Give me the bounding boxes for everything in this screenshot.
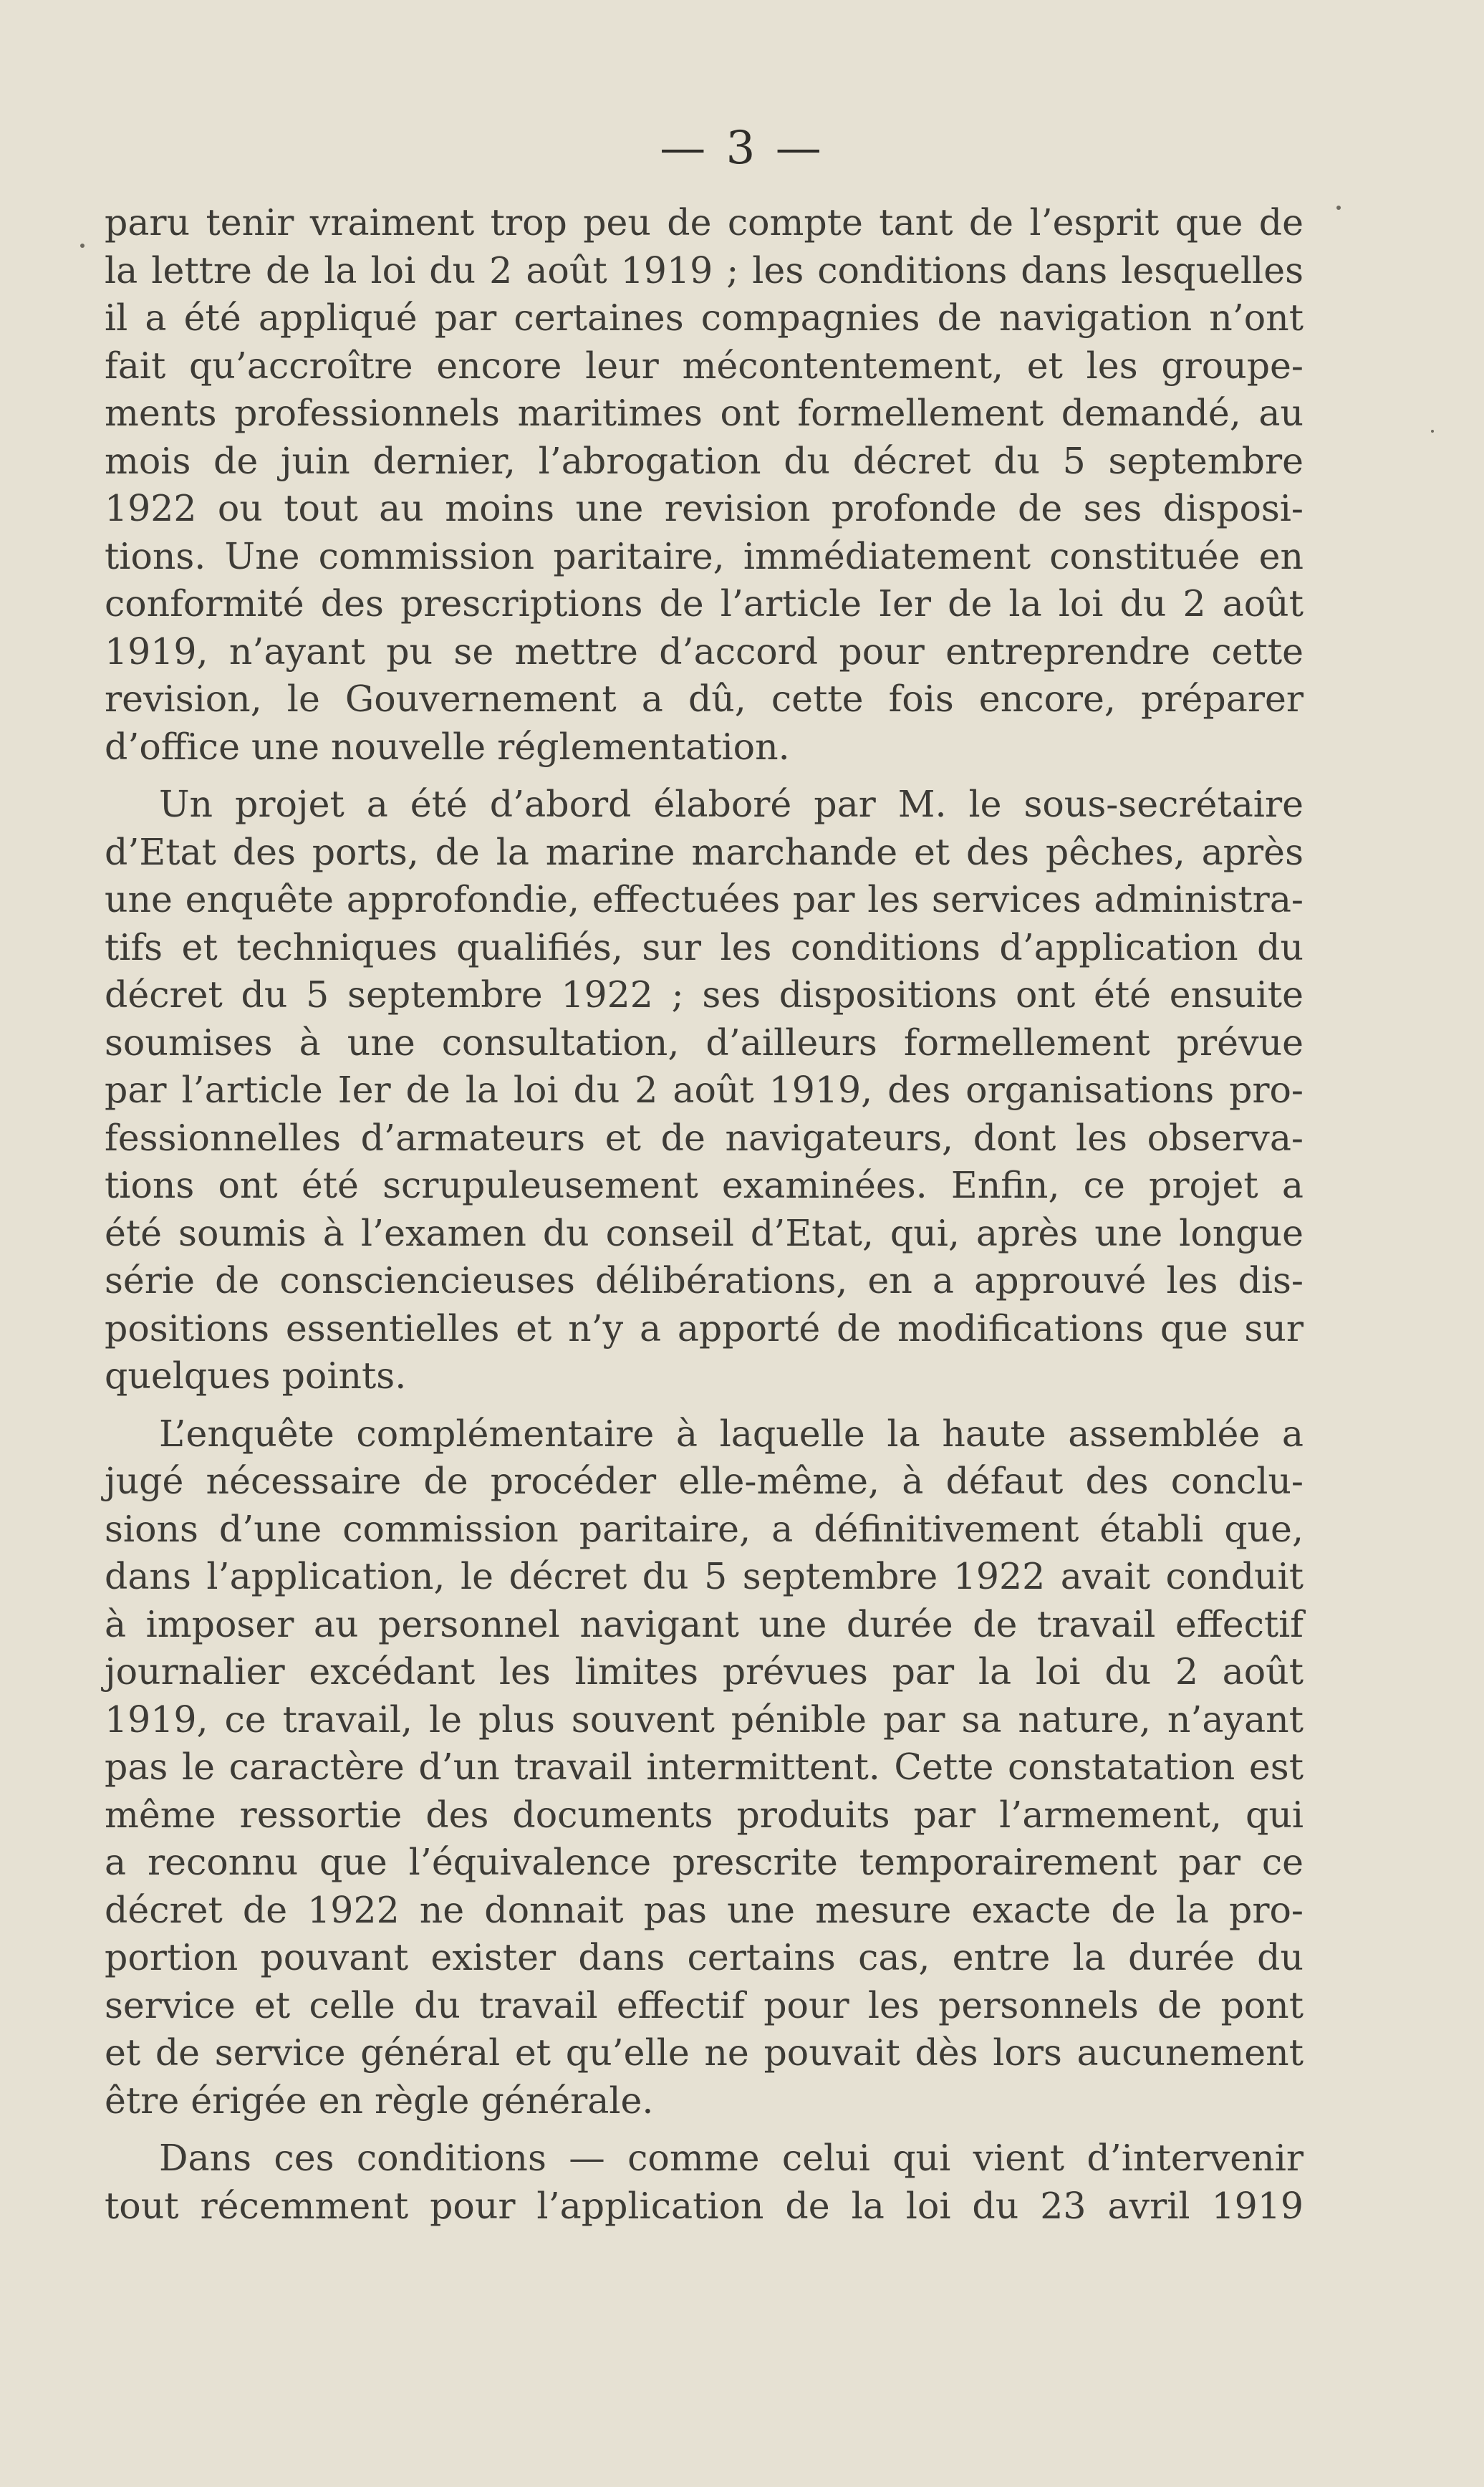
text-line: service et celle du travail effectif pour les personnels de pont [105, 1983, 1304, 2026]
text-line: 1919, ce travail, le plus souvent pénible par sa nature, n’ayant [105, 1698, 1304, 1741]
text-line: quelques points. [105, 1355, 407, 1397]
paragraph [105, 2135, 1304, 2230]
text-line: d’office une nouvelle réglementation. [105, 725, 790, 768]
text-line: décret de 1922 ne donnait pas une mesure exacte de la pro- [105, 1888, 1304, 1931]
text-line: conformité des prescriptions de l’article Ier de la loi du 2 août [105, 582, 1304, 625]
print-speck [1336, 206, 1341, 210]
text-line: série de consciencieuses délibérations, en a approuvé les dis- [105, 1259, 1304, 1302]
page-number: — 3 — [660, 122, 824, 175]
text-line: journalier excédant les limites prévues par la loi du 2 août [105, 1650, 1304, 1693]
print-speck [1431, 430, 1434, 433]
text-line: il a été appliqué par certaines compagnies de navigation n’ont [105, 297, 1304, 339]
text-line: tifs et techniques qualifiés, sur les conditions d’application du [105, 925, 1304, 968]
text-line: dans l’application, le décret du 5 septembre 1922 avait conduit [105, 1555, 1304, 1597]
text-line: paru tenir vraiment trop peu de compte tant de l’esprit que de [105, 201, 1304, 244]
text-line: portion pouvant exister dans certains cas, entre la durée du [105, 1936, 1304, 1978]
text-line: fait qu’accroître encore leur mécontentement, et les groupe- [105, 344, 1304, 387]
text-line: la lettre de la loi du 2 août 1919 ; les conditions dans lesquelles [105, 249, 1304, 292]
text-line: être érigée en règle générale. [105, 2079, 654, 2122]
text-line: et de service général et qu’elle ne pouvait dès lors aucunement [105, 2031, 1304, 2074]
text-line: sions d’une commission paritaire, a définitivement établi que, [105, 1507, 1304, 1550]
text-line: décret du 5 septembre 1922 ; ses dispositions ont été ensuite [105, 973, 1304, 1016]
body-text [105, 199, 1304, 2240]
text-line: revision, le Gouvernement a dû, cette fois encore, préparer [105, 678, 1304, 720]
text-line: même ressortie des documents produits par l’armement, qui [105, 1793, 1304, 1836]
text-line: soumises à une consultation, d’ailleurs formellement prévue [105, 1021, 1304, 1064]
text-line: à imposer au personnel navigant une durée de travail effectif [105, 1602, 1304, 1645]
text-line: Un projet a été d’abord élaboré par M. le sous-secrétaire [159, 783, 1304, 825]
text-line: fessionnelles d’armateurs et de navigateurs, dont les observa- [105, 1116, 1304, 1159]
paragraph [105, 1410, 1304, 2125]
text-line: été soumis à l’examen du conseil d’Etat, qui, après une longue [105, 1211, 1304, 1254]
text-line: 1922 ou tout au moins une revision profonde de ses disposi- [105, 487, 1304, 529]
paragraph [105, 199, 1304, 771]
text-line: L’enquête complémentaire à laquelle la haute assemblée a [159, 1412, 1304, 1455]
text-line: d’Etat des ports, de la marine marchande et des pêches, après [105, 830, 1304, 873]
text-line: par l’article Ier de la loi du 2 août 1919, des organisations pro- [105, 1069, 1304, 1111]
text-line: une enquête approfondie, effectuées par les services administra- [105, 878, 1304, 920]
text-line: jugé nécessaire de procéder elle-même, à défaut des conclu- [105, 1460, 1304, 1502]
text-line: tions. Une commission paritaire, immédiatement constituée en [105, 534, 1304, 577]
text-line: pas le caractère d’un travail intermittent. Cette constatation est [105, 1746, 1304, 1788]
paragraph [105, 781, 1304, 1400]
text-line: Dans ces conditions — comme celui qui vient d’intervenir [159, 2137, 1304, 2179]
text-line: positions essentielles et n’y a apporté de modifications que sur [105, 1307, 1304, 1350]
text-line: tions ont été scrupuleusement examinées. Enfin, ce projet a [105, 1164, 1304, 1206]
text-line: mois de juin dernier, l’abrogation du décret du 5 septembre [105, 439, 1304, 482]
text-line: ments professionnels maritimes ont formellement demandé, au [105, 392, 1304, 434]
text-line: 1919, n’ayant pu se mettre d’accord pour entreprendre cette [105, 630, 1304, 673]
text-line: a reconnu que l’équivalence prescrite temporairement par ce [105, 1841, 1304, 1883]
text-line: tout récemment pour l’application de la loi du 23 avril 1919 [105, 2184, 1304, 2227]
print-speck [80, 244, 85, 248]
